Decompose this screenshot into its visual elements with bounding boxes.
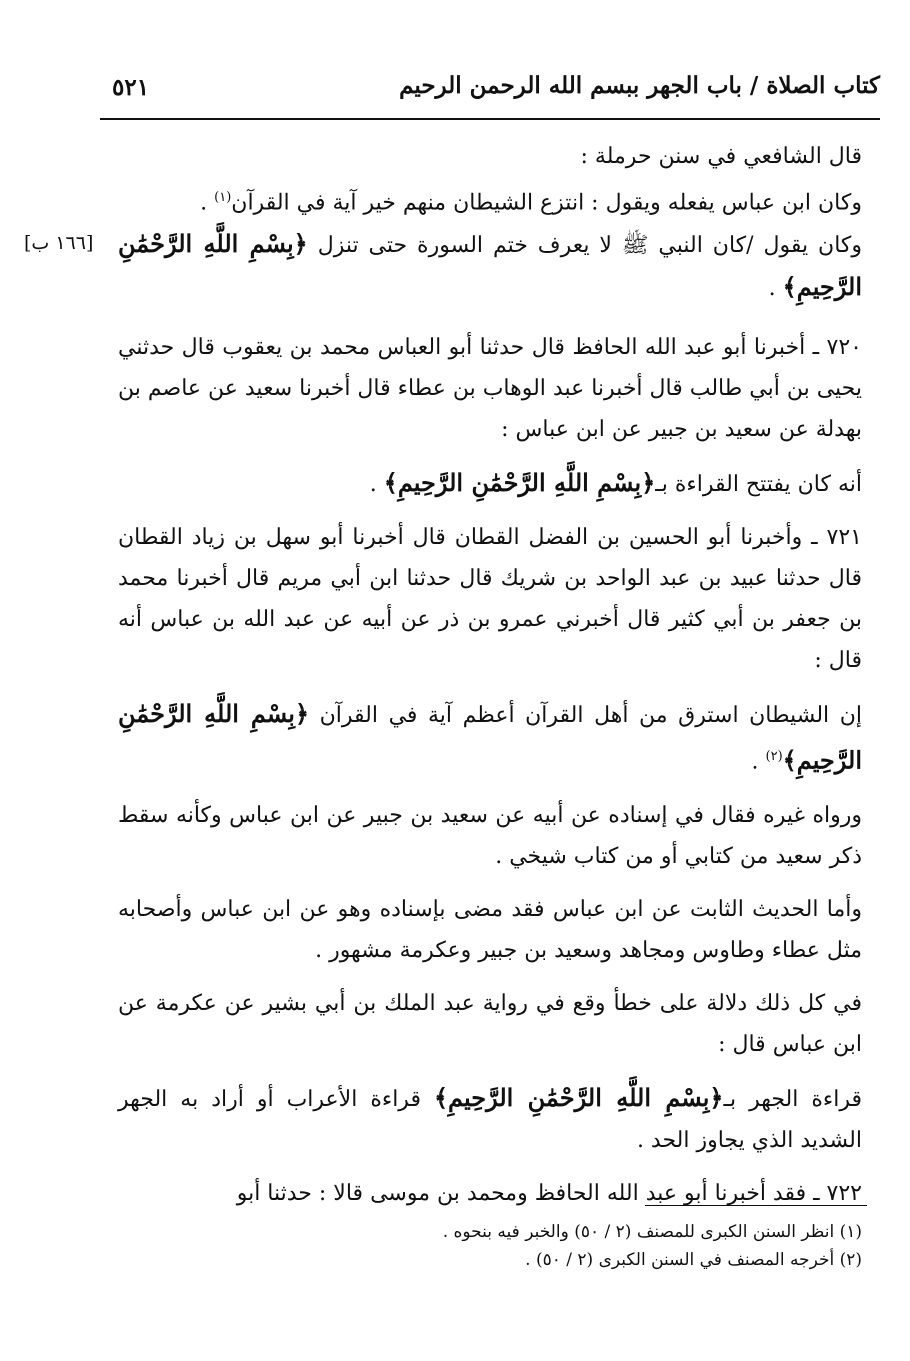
- paragraph: [١٦٦ ب] وكان يقول /كان النبي ﷺ لا يعرف ختم السورة حتى تنزل ﴿بِسْمِ اللَّهِ الرَّحْمَٰنِ الرَّحِيمِ﴾ .: [118, 223, 862, 309]
- paragraph: ورواه غيره فقال في إسناده عن أبيه عن سعيد بن جبير عن ابن عباس وكأنه سقط ذكر سعيد من كتابي أو من كتاب شيخي .: [118, 802, 862, 869]
- chapter-title: كتاب الصلاة / باب الجهر ببسم الله الرحمن الرحيم: [399, 72, 880, 99]
- footnote-ref: (١): [214, 190, 232, 205]
- paragraph: وكان ابن عباس يفعله ويقول : انتزع الشيطان منهم خير آية في القرآن$^{(١)}$ .: [200, 190, 862, 216]
- hadith-721: ٧٢١ ـ وأخبرنا أبو الحسين بن الفضل القطان قال أخبرنا أبو سهل بن زياد القطان قال حدثنا عبيد بن عبد الواحد بن شريك قال حدثنا ابن أبي مريم قال أخبرنا محمد بن جعفر بن أبي كثير قال أخبرني عمرو بن ذر عن أبيه عن عبد الله بن عباس أنه قال :: [118, 525, 862, 674]
- paragraph: وأما الحديث الثابت عن ابن عباس فقد مضى بإسناده وهو عن ابن عباس وأصحابه مثل عطاء وطاوس ومجاهد وسعيد بن جبير وعكرمة مشهور .: [118, 896, 862, 963]
- paragraph: قال الشافعي في سنن حرملة :: [580, 144, 862, 169]
- quran-basmala: ﴿بِسْمِ اللَّهِ الرَّحْمَٰنِ الرَّحِيمِ﴾: [118, 699, 862, 775]
- running-header: [100, 72, 880, 116]
- header-divider: [100, 118, 880, 120]
- footnote-divider: [645, 1205, 867, 1206]
- footnote: (١) انظر السنن الكبرى للمصنف (٢ / ٥٠) والخبر فيه بنحوه .: [442, 1222, 862, 1242]
- page-number: ٥٢١: [112, 74, 150, 101]
- margin-note: [١٦٦ ب]: [24, 232, 94, 255]
- footnotes: [118, 1218, 862, 1274]
- paragraph: في كل ذلك دلالة على خطأ وقع في رواية عبد الملك بن أبي بشير عن عكرمة عن ابن عباس قال :: [118, 990, 862, 1057]
- hadith-722: ٧٢٢ ـ فقد أخبرنا أبو عبد الله الحافظ ومحمد بن موسى قالا : حدثنا أبو: [236, 1180, 862, 1206]
- quran-basmala: ﴿بِسْمِ اللَّهِ الرَّحْمَٰنِ الرَّحِيمِ﴾: [383, 468, 656, 498]
- footnote-ref: (٢): [765, 749, 783, 765]
- main-text: [24, 136, 862, 1214]
- paragraph: قراءة الجهر بـ﴿بِسْمِ اللَّهِ الرَّحْمَٰنِ الرَّحِيمِ﴾ قراءة الأعراب أو أراد به الجهر الشديد الذي يجاوز الحد .: [118, 1082, 862, 1153]
- footnote: (٢) أخرجه المصنف في السنن الكبرى (٢ / ٥٠) .: [525, 1250, 862, 1270]
- quran-basmala: ﴿بِسْمِ اللَّهِ الرَّحْمَٰنِ الرَّحِيمِ﴾: [433, 1082, 724, 1112]
- paragraph: إن الشيطان استرق من أهل القرآن أعظم آية في القرآن ﴿بِسْمِ اللَّهِ الرَّحْمَٰنِ الرَّحِيمِ﴾$^{(٢)}$ .: [118, 699, 862, 775]
- quran-basmala: ﴿بِسْمِ اللَّهِ الرَّحْمَٰنِ الرَّحِيمِ﴾: [118, 229, 862, 302]
- hadith-720: ٧٢٠ ـ أخبرنا أبو عبد الله الحافظ قال حدثنا أبو العباس محمد بن يعقوب قال حدثني يحيى بن أبي طالب قال أخبرنا عبد الوهاب بن عطاء قال أخبرنا سعيد عن عاصم بن بهدلة عن سعيد بن جبير عن ابن عباس :: [118, 335, 862, 443]
- paragraph: أنه كان يفتتح القراءة بـ﴿بِسْمِ اللَّهِ الرَّحْمَٰنِ الرَّحِيمِ﴾ .: [369, 468, 862, 498]
